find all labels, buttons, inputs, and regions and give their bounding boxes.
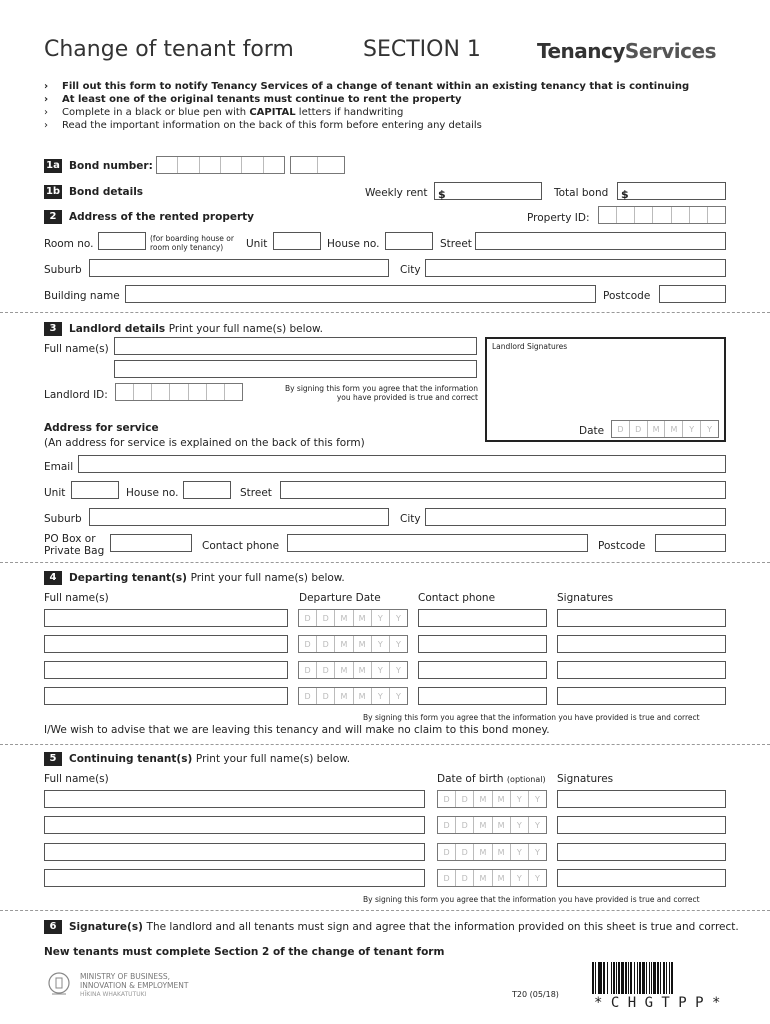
- intro-item: › Read the important information on the back of this form before entering any details: [44, 119, 744, 132]
- address-for-service-label: Address for service: [44, 422, 159, 434]
- date-of-birth-field[interactable]: D D M M Y Y: [437, 869, 547, 887]
- departing-signature-input[interactable]: [557, 661, 726, 679]
- unit-input[interactable]: [273, 232, 321, 250]
- continuing-signature-input[interactable]: [557, 816, 726, 834]
- departing-tenants-label: Departing tenant(s) Print your full name(s) below.: [69, 572, 345, 584]
- section-1b-number: 1b: [45, 186, 61, 197]
- section-2-number: 2: [44, 210, 62, 224]
- signature-date-field[interactable]: D D M M Y Y: [611, 420, 719, 438]
- service-postcode-label: Postcode: [598, 540, 646, 552]
- continuing-tenants-label: Continuing tenant(s) Print your full name(s) below.: [69, 753, 351, 765]
- weekly-rent-label: Weekly rent: [365, 187, 428, 199]
- property-id-field[interactable]: [598, 206, 726, 224]
- continuing-name-input[interactable]: [44, 790, 425, 808]
- address-for-service-note: (An address for service is explained on the back of this form): [44, 437, 365, 449]
- divider: [0, 910, 770, 911]
- bond-details-label: Bond details: [69, 186, 144, 198]
- weekly-rent-input[interactable]: $: [434, 182, 542, 200]
- service-city-label: City: [400, 513, 421, 525]
- continuing-signature-input[interactable]: [557, 843, 726, 861]
- room-no-input[interactable]: [98, 232, 146, 250]
- service-street-label: Street: [240, 487, 272, 499]
- email-label: Email: [44, 461, 74, 473]
- section-6-number: 6: [44, 920, 62, 934]
- postcode-label: Postcode: [603, 290, 651, 302]
- service-house-input[interactable]: [183, 481, 231, 499]
- service-postcode-input[interactable]: [655, 534, 726, 552]
- contact-phone-label: Contact phone: [202, 540, 280, 552]
- landlord-name-input-1[interactable]: [114, 337, 477, 355]
- departing-col-date: Departure Date: [299, 592, 381, 604]
- ministry-name-1: MINISTRY OF BUSINESS,: [80, 972, 171, 981]
- bond-number-field[interactable]: [156, 156, 285, 174]
- street-label: Street: [440, 238, 472, 250]
- ministry-name-3: HĪKINA WHAKATUTUKI: [80, 991, 147, 998]
- barcode-bar: [673, 962, 674, 994]
- continuing-col-dob: Date of birth (optional): [437, 773, 546, 785]
- continuing-agree-note: By signing this form you agree that the information you have provided is true and correct: [363, 895, 700, 904]
- departing-phone-input[interactable]: [418, 609, 547, 627]
- ministry-name-2: INNOVATION & EMPLOYMENT: [80, 981, 189, 990]
- landlord-details-label: Landlord details Print your full name(s) below.: [69, 323, 323, 335]
- service-house-label: House no.: [126, 487, 179, 499]
- intro-list: [44, 80, 744, 132]
- signatures-section-label: Signature(s) The landlord and all tenants must sign and agree that the information provided on this sheet is true and correct.: [69, 921, 739, 933]
- departure-date-field[interactable]: D D M M Y Y: [298, 635, 408, 653]
- departing-signature-input[interactable]: [557, 635, 726, 653]
- section-label: SECTION 1: [363, 37, 481, 62]
- pobox-input[interactable]: [110, 534, 192, 552]
- divider: [0, 312, 770, 313]
- continuing-signature-input[interactable]: [557, 790, 726, 808]
- service-unit-label: Unit: [44, 487, 66, 499]
- landlord-signature-box[interactable]: [485, 337, 726, 442]
- date-of-birth-field[interactable]: D D M M Y Y: [437, 790, 547, 808]
- departing-signature-input[interactable]: [557, 609, 726, 627]
- landlord-id-field[interactable]: [115, 383, 243, 401]
- section-3-number: 3: [44, 322, 62, 336]
- form-code: T20 (05/18): [512, 990, 559, 999]
- suburb-input[interactable]: [89, 259, 389, 277]
- continuing-signature-input[interactable]: [557, 869, 726, 887]
- departing-signature-input[interactable]: [557, 687, 726, 705]
- landlord-agree-note: By signing this form you agree that the information you have provided is true and correct: [284, 384, 478, 402]
- intro-item: › Complete in a black or blue pen with CAPITAL letters if handwriting: [44, 106, 744, 119]
- departing-advise-text: I/We wish to advise that we are leaving this tenancy and will make no claim to this bond money.: [44, 724, 550, 736]
- house-no-input[interactable]: [385, 232, 433, 250]
- section-1a-number: 1a: [44, 159, 62, 173]
- landlord-id-label: Landlord ID:: [44, 389, 108, 401]
- landlord-full-names-label: Full name(s): [44, 343, 109, 355]
- street-input[interactable]: [475, 232, 726, 250]
- room-note: (for boarding house or room only tenancy): [150, 234, 234, 252]
- continuing-name-input[interactable]: [44, 816, 425, 834]
- section-4-number: 4: [44, 571, 62, 585]
- date-of-birth-field[interactable]: D D M M Y Y: [437, 816, 547, 834]
- landlord-signatures-title: Landlord Signatures: [492, 342, 568, 351]
- building-name-label: Building name: [44, 290, 120, 302]
- total-bond-label: Total bond: [554, 187, 609, 199]
- pobox-label: PO Box or Private Bag: [44, 533, 105, 557]
- departure-date-field[interactable]: D D M M Y Y: [298, 609, 408, 627]
- city-input[interactable]: [425, 259, 726, 277]
- departing-name-input[interactable]: [44, 687, 288, 705]
- intro-item: › At least one of the original tenants must continue to rent the property: [44, 93, 744, 106]
- departing-phone-input[interactable]: [418, 661, 547, 679]
- service-unit-input[interactable]: [71, 481, 119, 499]
- form-title: Change of tenant form: [44, 37, 294, 62]
- departing-col-phone: Contact phone: [418, 592, 496, 604]
- rented-property-label: Address of the rented property: [69, 211, 254, 223]
- property-id-label: Property ID:: [527, 212, 590, 224]
- continuing-col-signatures: Signatures: [557, 773, 614, 785]
- departing-agree-note: By signing this form you agree that the information you have provided is true and correct: [363, 713, 700, 722]
- intro-item: › Fill out this form to notify Tenancy Services of a change of tenant within an existing tenancy that is continuing: [44, 80, 744, 93]
- postcode-input[interactable]: [659, 285, 726, 303]
- divider: [0, 562, 770, 563]
- divider: [0, 744, 770, 745]
- service-suburb-input[interactable]: [89, 508, 389, 526]
- departing-phone-input[interactable]: [418, 635, 547, 653]
- tenancy-services-logo: TenancyServices: [537, 39, 716, 63]
- departing-col-names: Full name(s): [44, 592, 109, 604]
- new-tenants-note: New tenants must complete Section 2 of the change of tenant form: [44, 946, 445, 958]
- service-city-input[interactable]: [425, 508, 726, 526]
- departing-phone-input[interactable]: [418, 687, 547, 705]
- continuing-name-input[interactable]: [44, 869, 425, 887]
- date-of-birth-field[interactable]: D D M M Y Y: [437, 843, 547, 861]
- landlord-name-input-2[interactable]: [114, 360, 477, 378]
- room-no-label: Room no.: [44, 238, 94, 250]
- building-name-input[interactable]: [125, 285, 596, 303]
- departure-date-field[interactable]: D D M M Y Y: [298, 661, 408, 679]
- continuing-name-input[interactable]: [44, 843, 425, 861]
- barcode-text: * C H G T P P *: [594, 995, 721, 1011]
- section-5-number: 5: [44, 752, 62, 766]
- departure-date-field[interactable]: D D M M Y Y: [298, 687, 408, 705]
- unit-label: Unit: [246, 238, 268, 250]
- total-bond-input[interactable]: $: [617, 182, 726, 200]
- bond-number-suffix-field[interactable]: [290, 156, 345, 174]
- signature-date-label: Date: [579, 425, 605, 437]
- suburb-label: Suburb: [44, 264, 82, 276]
- barcode: [592, 962, 726, 994]
- departing-name-input[interactable]: [44, 661, 288, 679]
- bond-number-label: Bond number:: [69, 160, 153, 172]
- contact-phone-input[interactable]: [287, 534, 588, 552]
- service-suburb-label: Suburb: [44, 513, 82, 525]
- email-input[interactable]: [78, 455, 726, 473]
- departing-col-signatures: Signatures: [557, 592, 614, 604]
- coat-of-arms-logo: [44, 970, 74, 998]
- city-label: City: [400, 264, 421, 276]
- departing-name-input[interactable]: [44, 609, 288, 627]
- service-street-input[interactable]: [280, 481, 726, 499]
- departing-name-input[interactable]: [44, 635, 288, 653]
- continuing-col-names: Full name(s): [44, 773, 109, 785]
- house-no-label: House no.: [327, 238, 380, 250]
